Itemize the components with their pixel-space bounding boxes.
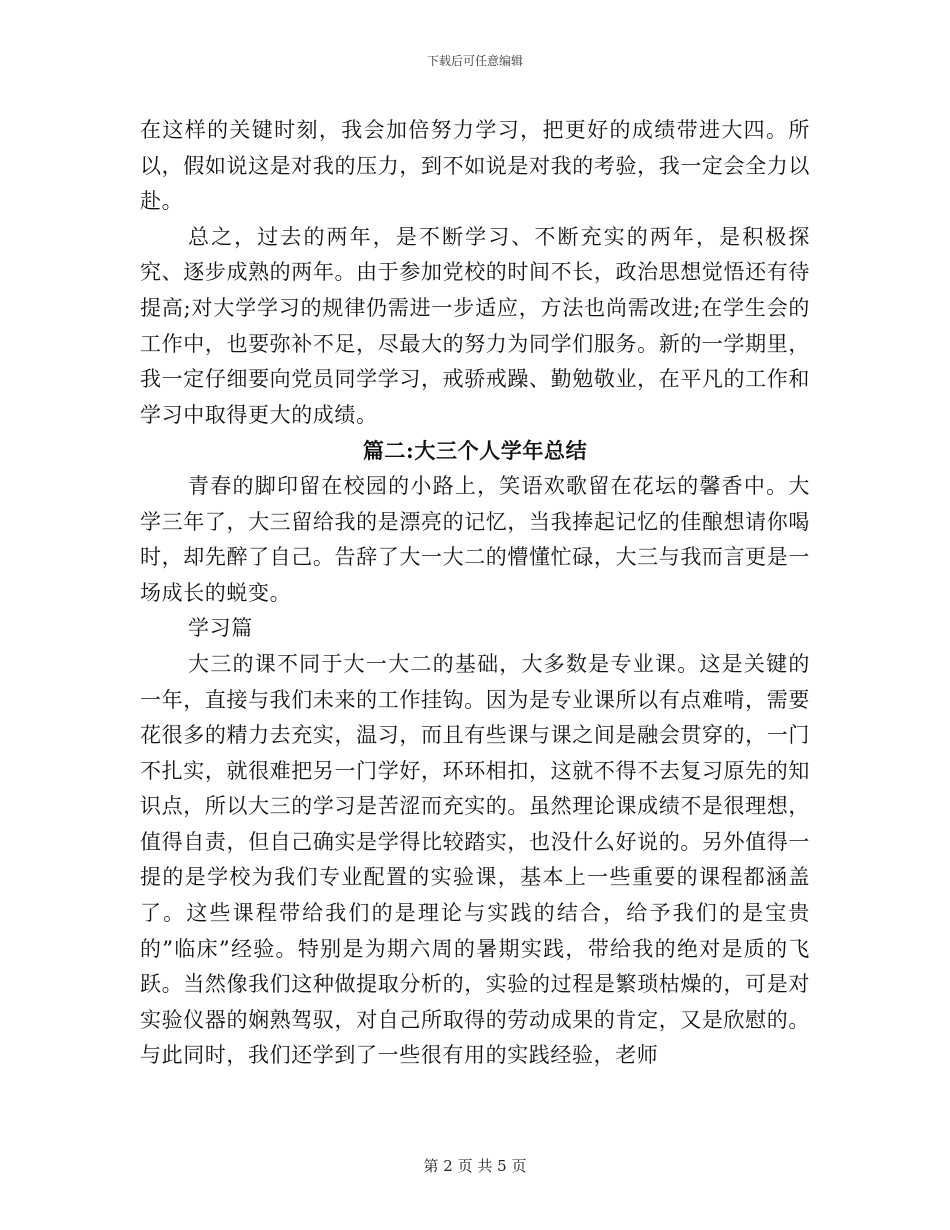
document-body xyxy=(140,113,810,1074)
subsection-heading: 学习篇 xyxy=(188,616,253,641)
paragraph-study: 大三的课不同于大一大二的基础，大多数是专业课。这是关键的一年，直接与我们未来的工作挂钩。因为是专业课所以有点难啃，需要花很多的精力去充实，温习，而且有些课与课之间是融会贯穿的，一门不扎实，就很难把另一门学好，环环相扣，这就不得不去复习原先的知识点，所以大三的学习是苦涩而充实的。虽然理论课成绩不是很理想，值得自责，但自己确实是学得比较踏实，也没什么好说的。另外值得一提的是学校为我们专业配置的实验课，基本上一些重要的课程都涵盖了。这些课程带给我们的是理论与实践的结合，给予我们的是宝贵的”临床”经验。特别是为期六周的暑期实践，带给我的绝对是质的飞跃。当然像我们这种做提取分析的，实验的过程是繁琐枯燥的，可是对实验仪器的娴熟驾驭，对自己所取得的劳动成果的肯定，又是欣慰的。与此同时，我们还学到了一些很有用的实践经验，老师 xyxy=(140,651,810,1068)
page-number: 第 2 页 共 5 页 xyxy=(423,1157,527,1175)
paragraph-continuation: 在这样的关键时刻，我会加倍努力学习，把更好的成绩带进大四。所以，假如说这是对我的压力，到不如说是对我的考验，我一定会全力以赴。 xyxy=(140,118,810,214)
paragraph-intro: 青春的脚印留在校园的小路上，笑语欢歌留在花坛的馨香中。大学三年了，大三留给我的是漂亮的记忆，当我捧起记忆的佳酿想请你喝时，却先醉了自己。告辞了大一大二的懵懂忙碌，大三与我而言更是一场成长的蜕变。 xyxy=(140,473,810,605)
page-header: 下载后可任意编辑 xyxy=(426,54,523,68)
paragraph-summary: 总之，过去的两年，是不断学习、不断充实的两年，是积极探究、逐步成熟的两年。由于参加党校的时间不长，政治思想觉悟还有待提高;对大学学习的规律仍需进一步适应，方法也尚需改进;在学生会的工作中，也要弥补不足，尽最大的努力为同学们服务。新的一学期里，我一定仔细要向党员同学学习，戒骄戒躁、勤勉敬业，在平凡的工作和学习中取得更大的成绩。 xyxy=(140,224,810,427)
section-title: 篇二:大三个人学年总结 xyxy=(362,438,588,464)
